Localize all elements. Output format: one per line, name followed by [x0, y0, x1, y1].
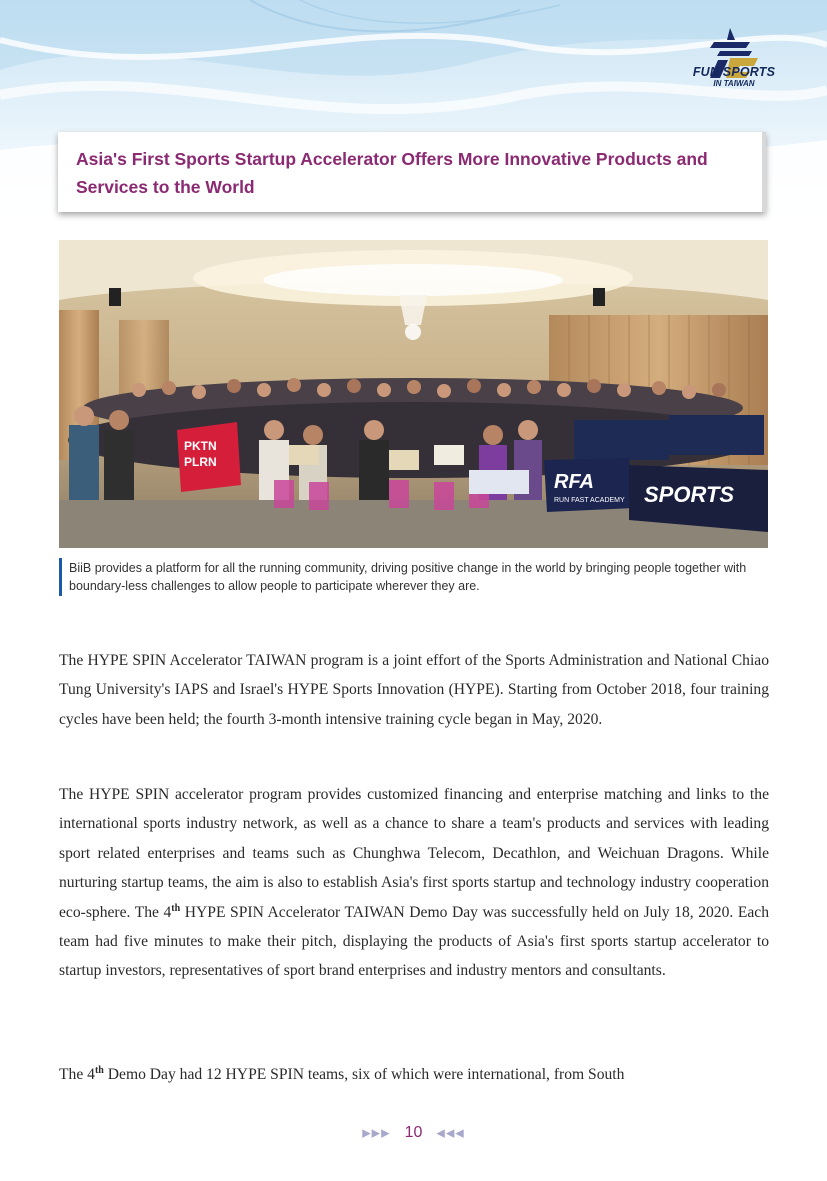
logo-line-2: IN TAIWAN — [713, 78, 755, 88]
article-title-box — [58, 132, 766, 212]
banner-left-line2: PLRN — [184, 455, 217, 469]
paragraph-1-text: The HYPE SPIN Accelerator TAIWAN program is a joint effort of the Sports Administration and National Chiao Tung University's IAPS and Israel's HYPE Sports Innovation (HYPE). Starting from October 2018, four training cycles have been held; the fourth 3-month intensive training cycle began in May, 2020. — [59, 652, 769, 728]
page-footer — [0, 1124, 827, 1142]
page-number: 10 — [404, 1124, 423, 1141]
banner-rfa: RFA — [554, 471, 594, 493]
banner-sports: SPORTS — [644, 482, 735, 507]
paragraph-2-text-a: The HYPE SPIN accelerator program provides customized financing and enterprise matching and links to the international sports industry network, as well as a chance to share a team's products and services with leading sport related enterprises and teams such as Chunghwa Telecom, Decathlon, and Weichuan Dragons. While nurturing startup teams, the aim is also to establish Asia's first sports startup and technology industry cooperation eco-sphere. The 4 — [59, 786, 769, 921]
paragraph-3 — [59, 1060, 769, 1089]
paragraph-2-text-b: HYPE SPIN Accelerator TAIWAN Demo Day was successfully held on July 18, 2020. Each team had five minutes to make their pitch, displaying the products of Asia's first sports startup accelerator to startup investors, representatives of sport brand enterprises and industry mentors and consultants. — [59, 903, 769, 980]
footer-left-arrows-icon: ▶▶▶ — [362, 1127, 391, 1140]
caption-accent-bar — [59, 558, 62, 596]
logo-line-1: FUN SPORTS — [692, 65, 776, 79]
paragraph-3-text-a: The 4 — [59, 1066, 95, 1083]
paragraph-2 — [59, 780, 769, 986]
article-title: Asia's First Sports Startup Accelerator Offers More Innovative Products and Services to the World — [76, 149, 708, 197]
paragraph-3-text-b: Demo Day had 12 HYPE SPIN teams, six of which were international, from South — [103, 1066, 625, 1083]
paragraph-3-superscript: th — [94, 1064, 104, 1076]
photo-caption: BiiB provides a platform for all the running community, driving positive change in the world by bringing people together with boundary-less challenges to allow people to participate wherever they are. — [69, 561, 747, 593]
banner-run-fast: RUN FAST ACADEMY — [554, 497, 625, 504]
paragraph-2-superscript: th — [171, 902, 181, 914]
footer-right-arrows-icon: ◀◀◀ — [436, 1127, 465, 1140]
paragraph-1 — [59, 646, 769, 734]
logo-text — [686, 66, 782, 88]
banner-left-line1: PKTN — [184, 439, 217, 453]
group-photo — [59, 240, 768, 548]
